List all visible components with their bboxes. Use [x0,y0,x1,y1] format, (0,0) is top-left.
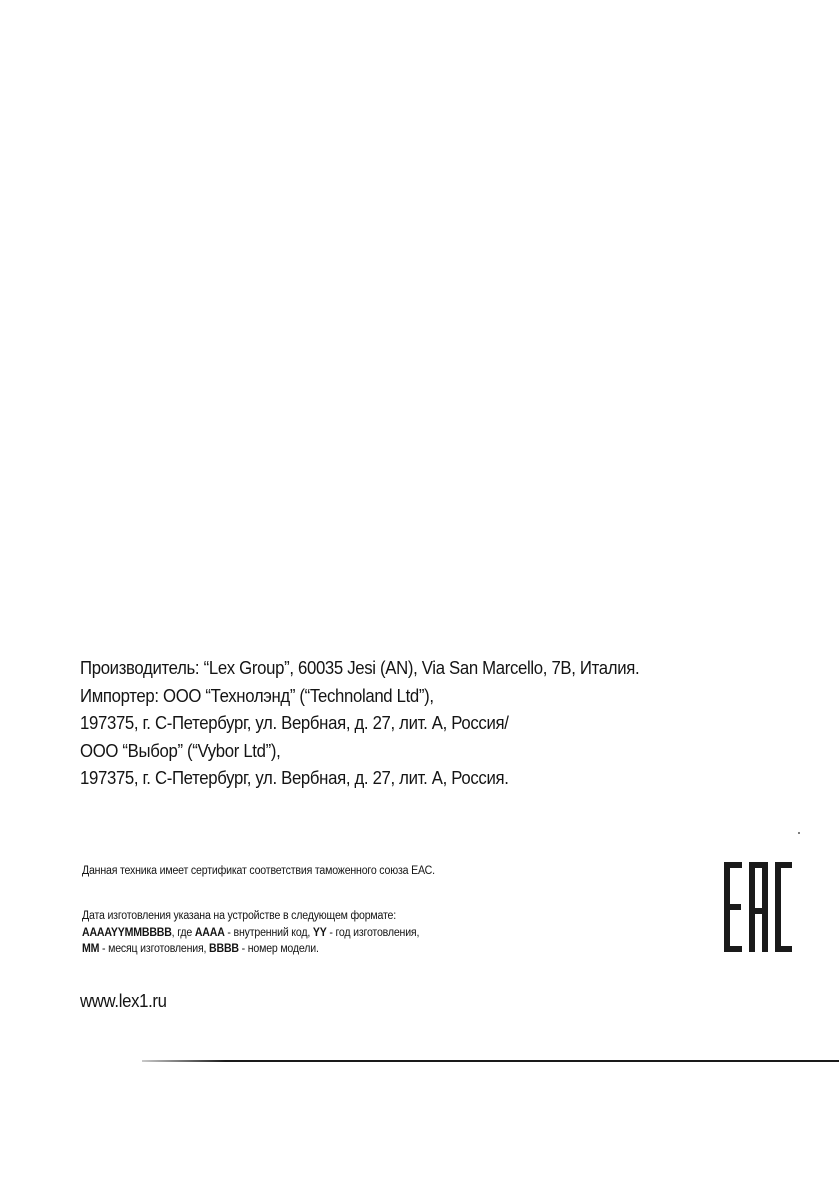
production-date-intro: Дата изготовления указана на устройстве в следующем формате: [82,910,396,922]
importer-line: Импортер: ООО “Технолэнд” (“Technoland Ltd”), [80,685,434,706]
code-aaaa: AAAA [194,926,225,939]
format-code: AAAAYYMMBBBB [82,926,172,939]
where-text: , где [171,926,195,939]
code-yy: YY [312,926,327,939]
website-url: www.lex1.ru [80,991,167,1011]
yy-description: - год изготовления, [326,926,420,939]
production-date-block [82,908,562,958]
code-bbbb: BBBB [209,943,239,955]
manufacturer-importer-block [80,655,720,793]
eac-mark-icon [724,862,792,952]
production-date-model-line [82,941,524,958]
importer-address-line: 197375, г. С-Петербург, ул. Вербная, д. 27, лит. А, Россия/ [80,713,509,733]
second-importer-address-line: 197375, г. С-Петербург, ул. Вербная, д. 27, лит. А, Россия. [80,768,509,788]
bottom-divider [142,1060,839,1062]
certificate-note: Данная техника имеет сертификат соответствия таможенного союза ЕАС. [82,865,435,877]
second-importer-line: ООО “Выбор” (“Vybor Ltd”), [80,740,281,761]
mm-description: - месяц изготовления, [99,943,210,955]
bbbb-description: - номер модели. [238,943,319,955]
speck-dot [798,832,800,834]
manufacturer-line: Производитель: “Lex Group”, 60035 Jesi (AN), Via San Marcello, 7B, Италия. [80,658,640,678]
production-date-format-line [82,925,524,942]
code-mm: MM [82,943,100,955]
aaaa-description: - внутренний код, [224,926,313,939]
